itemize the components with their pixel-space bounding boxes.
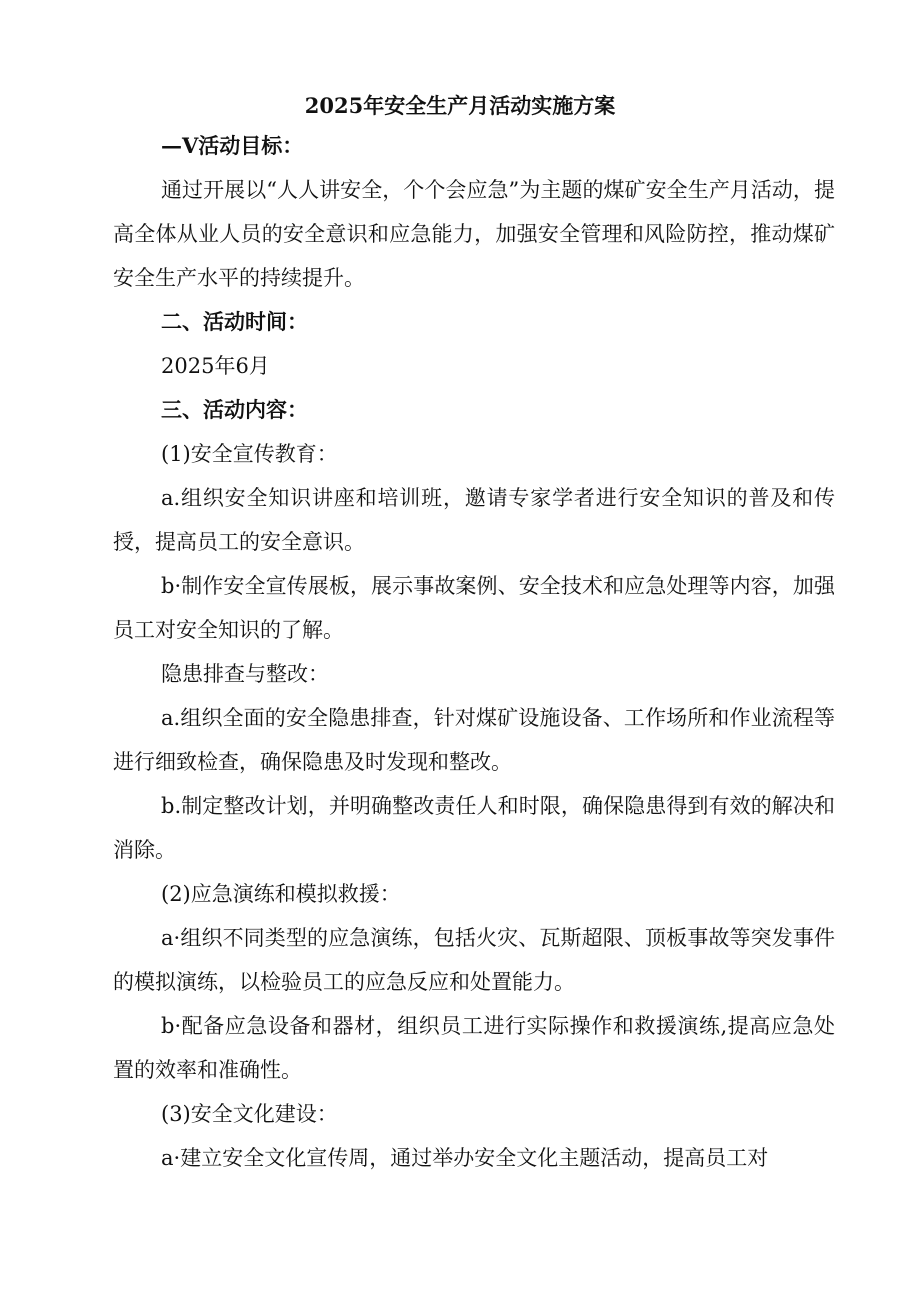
item-heading-education: (1)安全宣传教育： (161, 442, 338, 466)
section-body-goal: 通过开展以“人人讲安全，个个会应急”为主题的煤矿安全生产月活动，提高全体从业人员的安全意识和应急能力，加强安全管理和风险防控，推动煤矿安全生产水平的持续提升。 (113, 178, 835, 290)
item-drill-a: a·组织不同类型的应急演练，包括火灾、瓦斯超限、顶板事故等突发事件的模拟演练，以检验员工的应急反应和处置能力。 (113, 926, 835, 994)
item-hazard-a: a.组织全面的安全隐患排查，针对煤矿设施设备、工作场所和作业流程等进行细致检查，确保隐患及时发现和整改。 (113, 706, 835, 774)
item-culture-a: a·建立安全文化宣传周，通过举办安全文化主题活动，提高员工对 (161, 1146, 769, 1170)
section-heading-content: 三、活动内容： (161, 397, 308, 422)
item-heading-drill: (2)应急演练和模拟救援： (161, 882, 401, 906)
document-title: 2025年安全生产月活动实施方案 (304, 93, 616, 118)
item-education-b: b·制作安全宣传展板，展示事故案例、安全技术和应急处理等内容，加强员工对安全知识的了解。 (113, 574, 835, 642)
section-heading-goal: —V活动目标： (161, 133, 304, 158)
section-heading-time: 二、活动时间： (161, 309, 308, 334)
item-drill-b: b·配备应急设备和器材，组织员工进行实际操作和救援演练,提高应急处置的效率和准确性。 (113, 1014, 835, 1082)
item-education-a: a.组织安全知识讲座和培训班，邀请专家学者进行安全知识的普及和传授，提高员工的安全意识。 (113, 486, 835, 554)
item-hazard-b: b.制定整改计划，并明确整改责任人和时限，确保隐患得到有效的解决和消除。 (113, 794, 835, 862)
section-body-time: 2025年6月 (161, 354, 270, 378)
item-heading-hazard: 隐患排查与整改： (161, 662, 329, 686)
item-heading-culture: (3)安全文化建设： (161, 1102, 338, 1126)
